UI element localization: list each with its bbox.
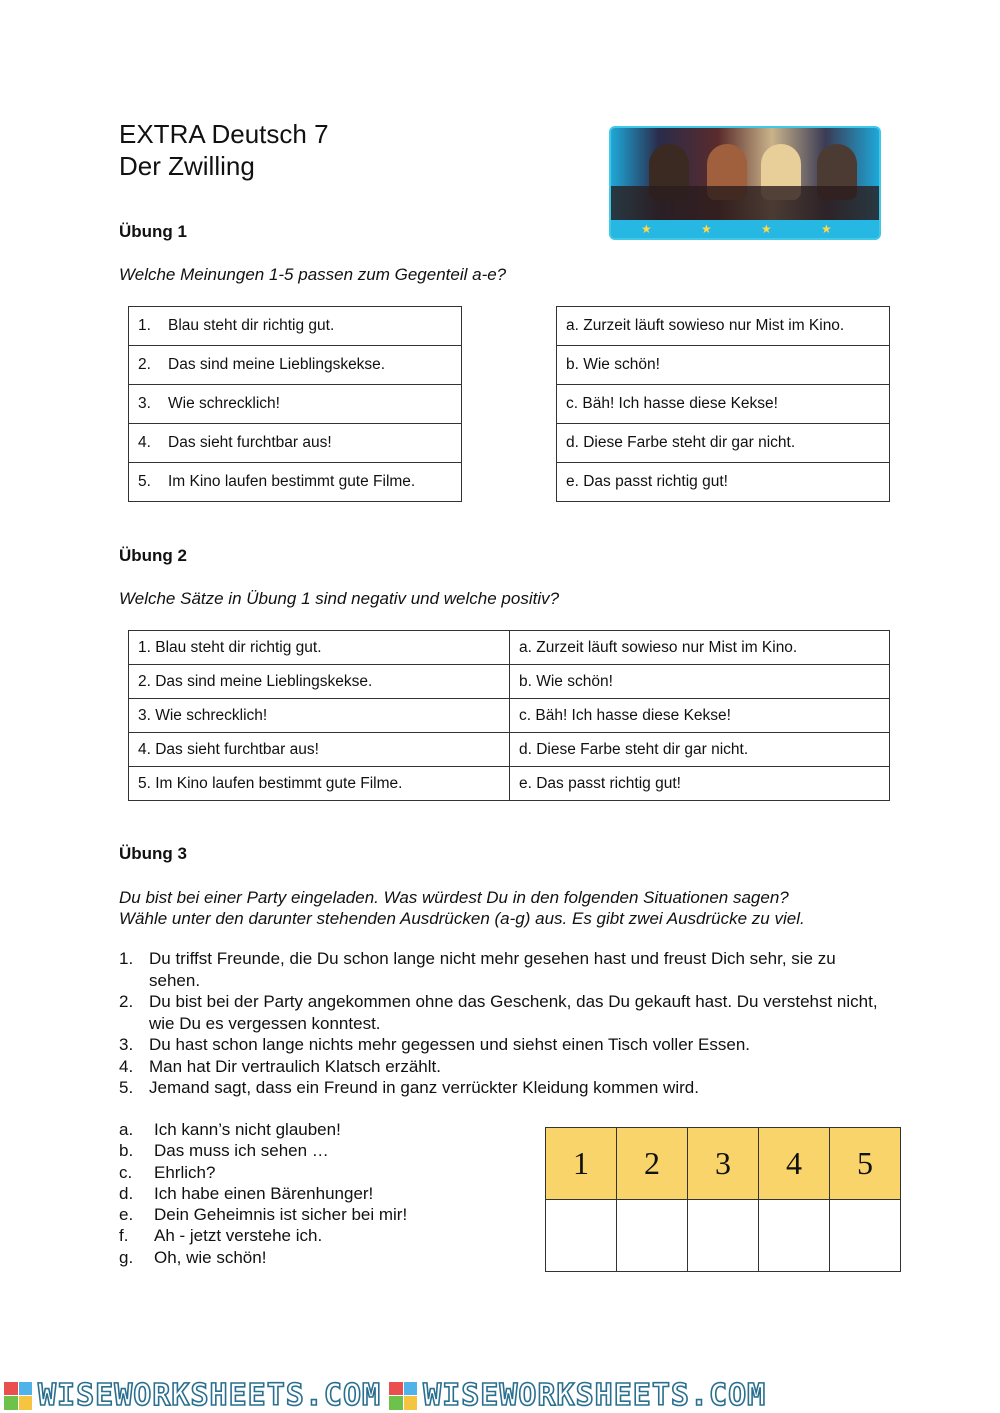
table-row	[129, 463, 462, 502]
list-item: 1. Du triffst Freunde, die Du schon lange nicht mehr gesehen hast und freust Dich sehr, sie zu sehen.	[119, 949, 836, 990]
answer-cell-1[interactable]	[546, 1200, 617, 1272]
table-row	[129, 733, 890, 767]
watermark-logo	[385, 1378, 766, 1413]
answer-cell-4[interactable]	[759, 1200, 830, 1272]
answer-header-cell: 5	[830, 1128, 901, 1200]
title-line-2: Der Zwilling	[119, 151, 255, 181]
answer-input-row	[546, 1200, 901, 1272]
list-item: e. Dein Geheimnis ist sicher bei mir!	[119, 1205, 408, 1225]
table-cell: 1. Blau steht dir richtig gut.	[129, 631, 510, 665]
uebung3-heading: Übung 3	[119, 844, 187, 863]
list-item: g. Oh, wie schön!	[119, 1247, 267, 1267]
table-row	[129, 631, 890, 665]
table-cell: d. Diese Farbe steht dir gar nicht.	[557, 424, 890, 463]
list-item: c. Ehrlich?	[119, 1162, 216, 1182]
uebung3-instruction	[119, 887, 805, 929]
table-cell: b. Wie schön!	[557, 346, 890, 385]
list-item: 2. Du bist bei der Party angekommen ohne das Geschenk, das Du gekauft hast. Du verstehst nicht, wie Du es vergessen konntest.	[119, 992, 878, 1033]
answer-header-cell: 3	[688, 1128, 759, 1200]
table-row	[557, 463, 890, 502]
page-title	[119, 118, 329, 182]
table-cell: 3. Wie schrecklich!	[129, 385, 462, 424]
uebung1-right-table	[556, 306, 890, 502]
watermark-logo	[0, 1378, 381, 1413]
table-cell: a. Zurzeit läuft sowieso nur Mist im Kino.	[557, 307, 890, 346]
table-cell: c. Bäh! Ich hasse diese Kekse!	[557, 385, 890, 424]
table-row	[557, 346, 890, 385]
table-cell: 2. Das sind meine Lieblingskekse.	[129, 665, 510, 699]
table-row	[129, 767, 890, 801]
list-item: 3. Du hast schon lange nichts mehr gegessen und siehst einen Tisch voller Essen.	[119, 1035, 751, 1054]
logo-grid-icon	[4, 1382, 32, 1410]
table-cell: d. Diese Farbe steht dir gar nicht.	[510, 733, 890, 767]
table-cell: 2. Das sind meine Lieblingskekse.	[129, 346, 462, 385]
uebung1-instruction: Welche Meinungen 1-5 passen zum Gegenteil a-e?	[119, 265, 507, 284]
table-row	[129, 424, 462, 463]
instruction-line-1: Du bist bei einer Party eingeladen. Was würdest Du in den folgenden Situationen sagen?	[119, 888, 789, 907]
table-row	[557, 307, 890, 346]
instruction-line-2: Wähle unter den darunter stehenden Ausdrücken (a-g) aus. Es gibt zwei Ausdrücke zu viel.	[119, 909, 805, 928]
logo-grid-icon	[389, 1382, 417, 1410]
table-row	[129, 307, 462, 346]
list-item: b. Das muss ich sehen …	[119, 1141, 329, 1161]
table-cell: 4. Das sieht furchtbar aus!	[129, 424, 462, 463]
table-row	[129, 385, 462, 424]
table-cell: b. Wie schön!	[510, 665, 890, 699]
list-item: 4. Man hat Dir vertraulich Klatsch erzählt.	[119, 1056, 441, 1076]
table-cell: e. Das passt richtig gut!	[510, 767, 890, 801]
uebung1-left-table	[128, 306, 462, 502]
table-cell: a. Zurzeit läuft sowieso nur Mist im Kino.	[510, 631, 890, 665]
table-row	[129, 699, 890, 733]
table-row	[129, 665, 890, 699]
answer-cell-3[interactable]	[688, 1200, 759, 1272]
table-cell: 1. Blau steht dir richtig gut.	[129, 307, 462, 346]
table-cell: 3. Wie schrecklich!	[129, 699, 510, 733]
table-cell: e. Das passt richtig gut!	[557, 463, 890, 502]
logo-text: WISEWORKSHEETS.COM	[38, 1378, 382, 1413]
table-cell: 5. Im Kino laufen bestimmt gute Filme.	[129, 463, 462, 502]
table-row	[129, 346, 462, 385]
answer-cell-5[interactable]	[830, 1200, 901, 1272]
uebung2-instruction: Welche Sätze in Übung 1 sind negativ und welche positiv?	[119, 589, 560, 608]
cast-photo: ★ ★ ★ ★	[609, 126, 881, 240]
table-row	[557, 385, 890, 424]
title-line-1: EXTRA Deutsch 7	[119, 119, 329, 149]
uebung2-table	[128, 630, 890, 801]
expression-list	[119, 1119, 407, 1268]
logo-text: WISEWORKSHEETS.COM	[423, 1378, 767, 1413]
list-item: d. Ich habe einen Bärenhunger!	[119, 1183, 374, 1203]
list-item: f. Ah - jetzt verstehe ich.	[119, 1226, 323, 1246]
table-cell: 4. Das sieht furchtbar aus!	[129, 733, 510, 767]
uebung2-heading: Übung 2	[119, 546, 187, 565]
answer-header-cell: 2	[617, 1128, 688, 1200]
answer-cell-2[interactable]	[617, 1200, 688, 1272]
table-row	[557, 424, 890, 463]
answer-grid	[545, 1127, 901, 1272]
table-cell: c. Bäh! Ich hasse diese Kekse!	[510, 699, 890, 733]
footer-watermark	[0, 1378, 1000, 1413]
list-item: a. Ich kann’s nicht glauben!	[119, 1120, 341, 1139]
answer-header-cell: 4	[759, 1128, 830, 1200]
answer-header-row	[546, 1128, 901, 1200]
situation-list	[119, 948, 889, 1099]
list-item: 5. Jemand sagt, dass ein Freund in ganz verrückter Kleidung kommen wird.	[119, 1078, 699, 1097]
uebung1-heading: Übung 1	[119, 222, 187, 241]
answer-header-cell: 1	[546, 1128, 617, 1200]
table-cell: 5. Im Kino laufen bestimmt gute Filme.	[129, 767, 510, 801]
